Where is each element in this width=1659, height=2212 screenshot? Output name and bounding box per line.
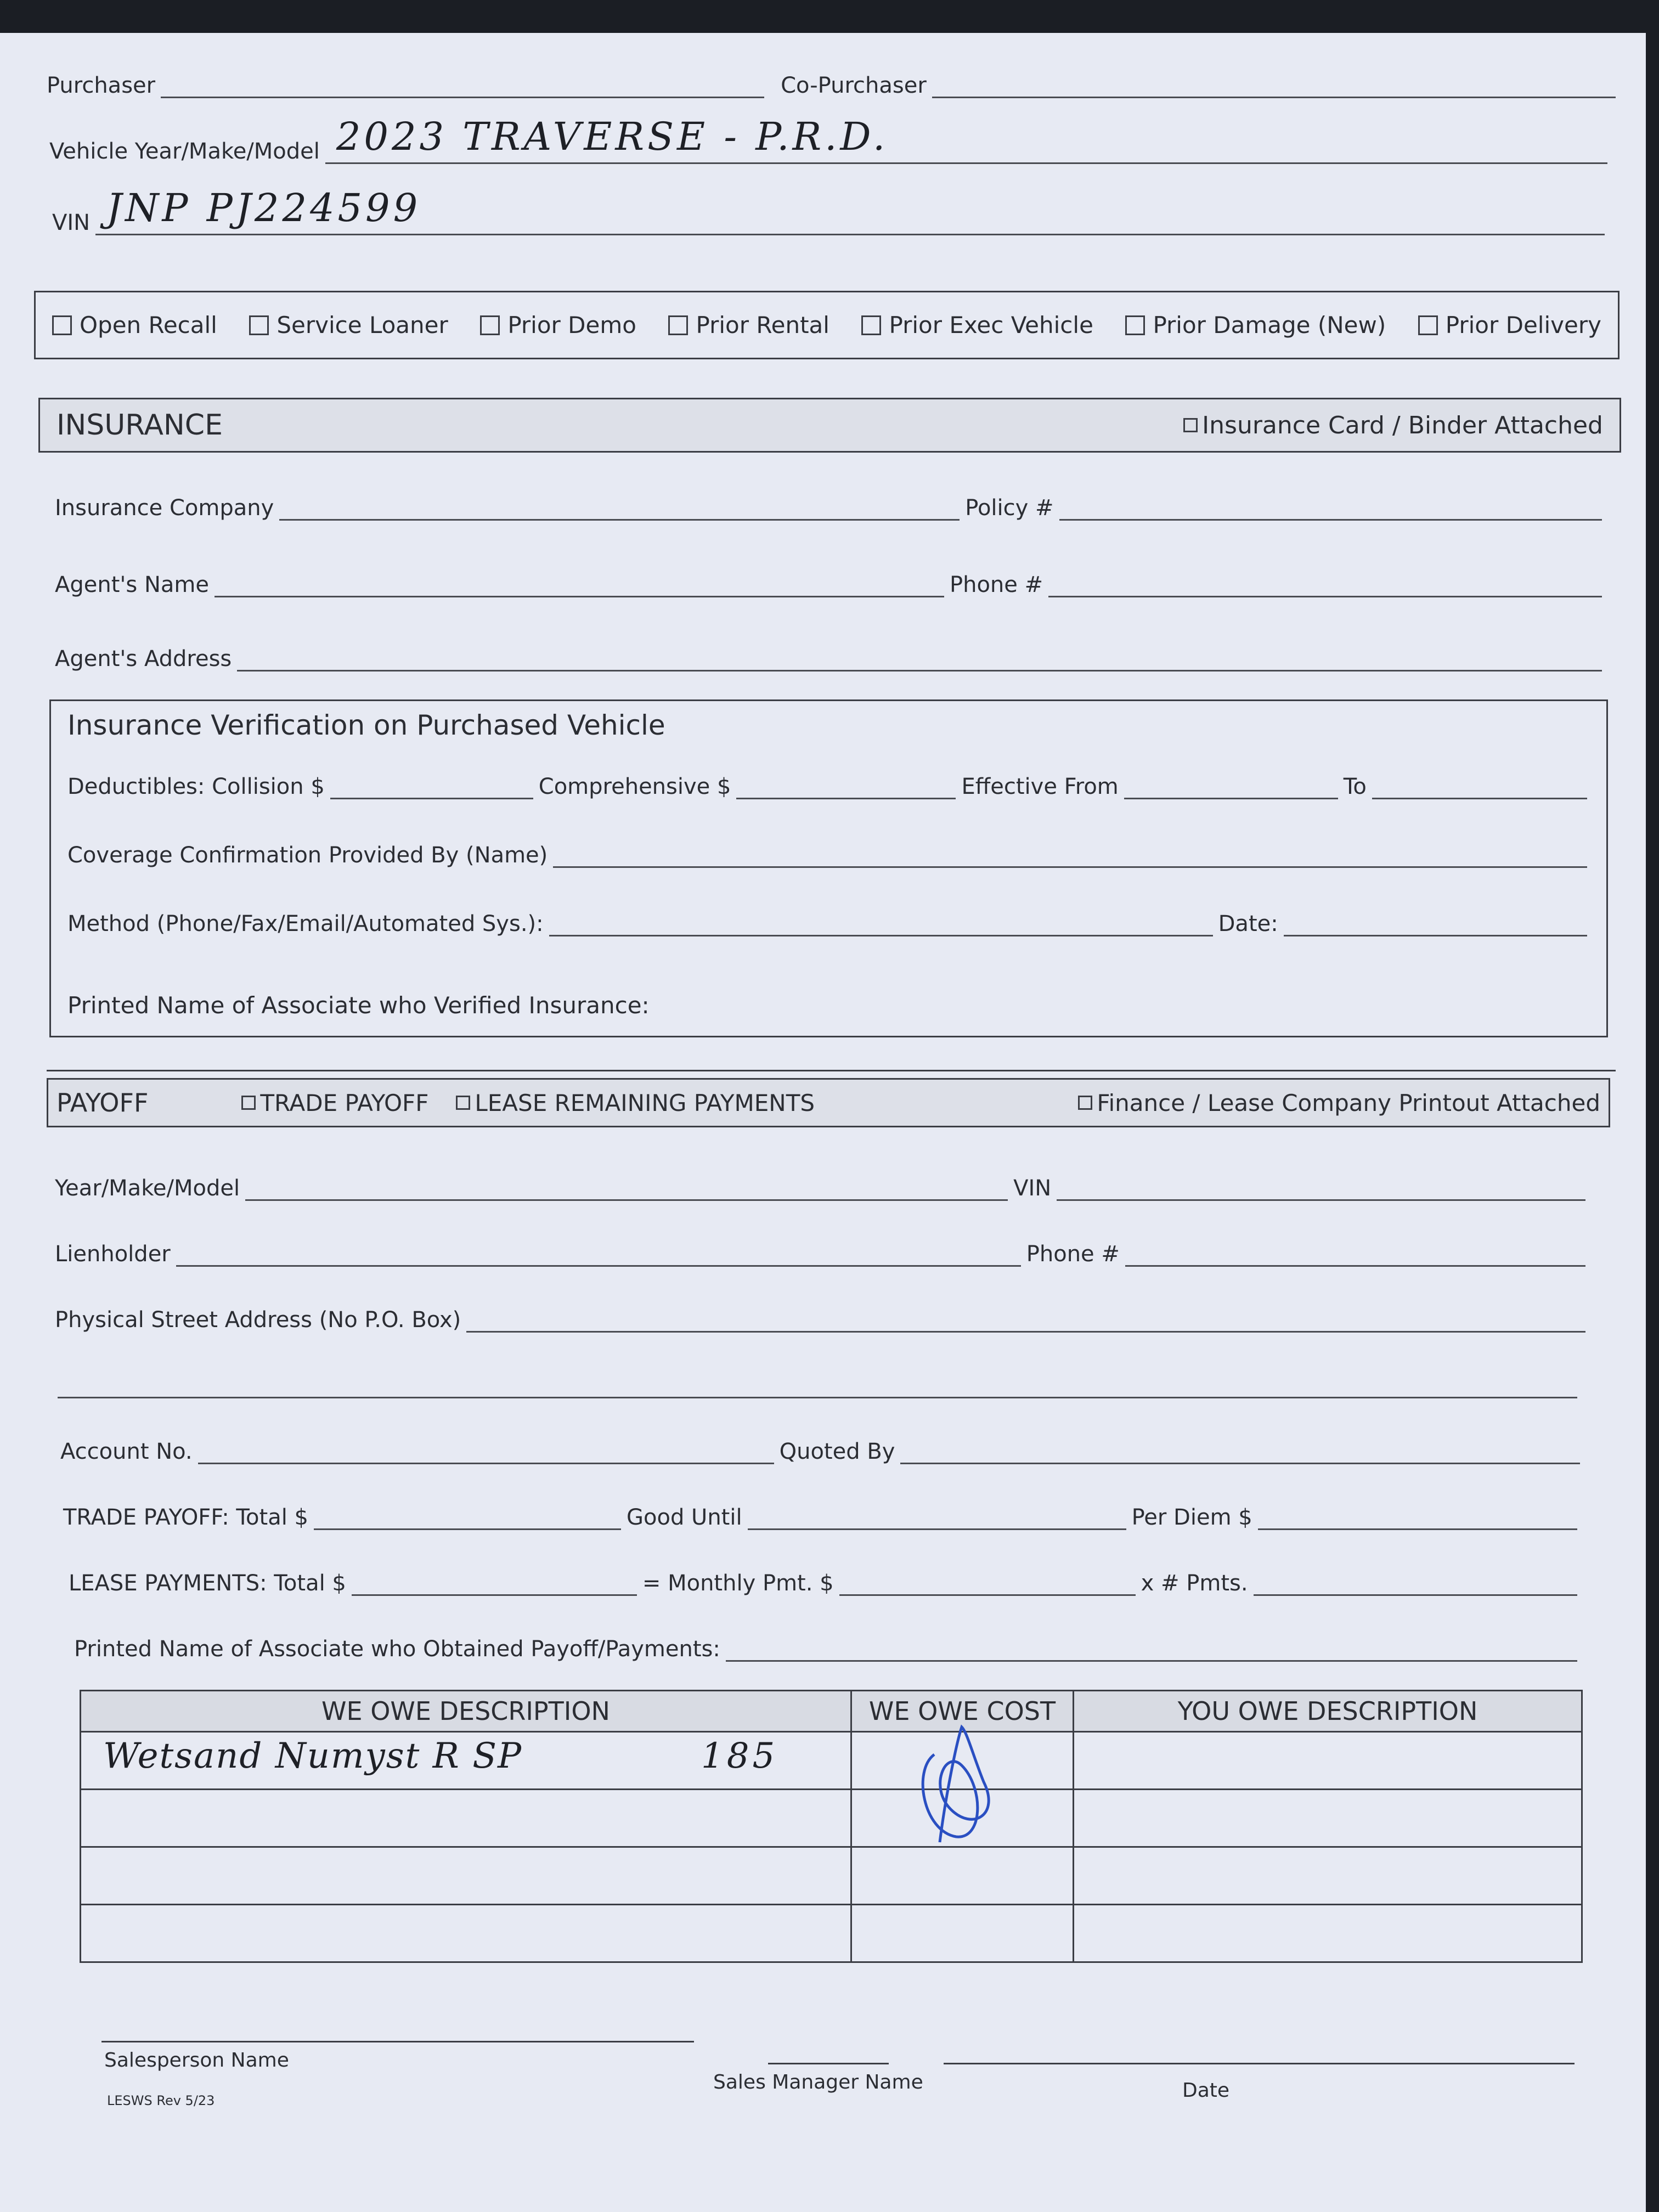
street-address-row xyxy=(55,1306,1585,1333)
effective-from-field[interactable] xyxy=(1124,772,1338,799)
good-until-field[interactable] xyxy=(748,1503,1126,1530)
checkbox-icon xyxy=(241,1096,256,1110)
checkbox-icon xyxy=(861,315,881,335)
we-owe-cost-cell[interactable] xyxy=(851,1847,1074,1905)
street-address-field[interactable] xyxy=(466,1306,1585,1333)
method-date-field[interactable] xyxy=(1284,910,1587,936)
lease-payments-row xyxy=(69,1569,1577,1596)
effective-from-label: Effective From xyxy=(961,774,1119,799)
num-pmts-label: x # Pmts. xyxy=(1141,1571,1248,1596)
checkbox-service-loaner[interactable]: Service Loaner xyxy=(249,312,448,338)
vehicle-field[interactable] xyxy=(325,114,1607,164)
payoff-associate-row xyxy=(74,1635,1577,1662)
payoff-vehicle-row xyxy=(55,1174,1585,1201)
status-checkbox-strip xyxy=(34,291,1620,359)
form-revision: LESWS Rev 5/23 xyxy=(107,2093,215,2108)
checkbox-icon xyxy=(1125,315,1145,335)
vehicle-value: 2023 TRAVERSE - P.R.D. xyxy=(336,114,889,159)
checkbox-icon xyxy=(480,315,500,335)
payoff-vin-label: VIN xyxy=(1013,1176,1052,1201)
we-owe-cost-cell[interactable] xyxy=(851,1732,1074,1790)
collision-field[interactable] xyxy=(330,772,533,799)
lease-total-label: LEASE PAYMENTS: Total $ xyxy=(69,1571,346,1596)
insurance-title: INSURANCE xyxy=(57,409,223,442)
payoff-ymm-field[interactable] xyxy=(245,1174,1008,1201)
initials-signature xyxy=(901,1722,1011,1848)
insurance-verification-box xyxy=(49,699,1608,1037)
per-diem-field[interactable] xyxy=(1258,1503,1577,1530)
lienholder-phone-label: Phone # xyxy=(1026,1242,1120,1267)
monthly-field[interactable] xyxy=(839,1569,1136,1596)
checkbox-trade-payoff[interactable]: TRADE PAYOFF xyxy=(241,1090,428,1116)
vehicle-row xyxy=(49,114,1607,164)
street-address-field-2[interactable] xyxy=(58,1372,1577,1398)
salesperson-label: Salesperson Name xyxy=(104,2049,289,2072)
vin-value: JNP PJ224599 xyxy=(106,185,421,230)
street-address-row-2 xyxy=(58,1372,1577,1398)
checkbox-printout-attached[interactable]: Finance / Lease Company Printout Attached xyxy=(1078,1090,1600,1116)
per-diem-label: Per Diem $ xyxy=(1131,1505,1252,1530)
street-address-label: Physical Street Address (No P.O. Box) xyxy=(55,1307,461,1333)
checkbox-prior-rental[interactable]: Prior Rental xyxy=(668,312,829,338)
comprehensive-field[interactable] xyxy=(736,772,956,799)
table-row xyxy=(81,1905,1582,1962)
to-label: To xyxy=(1343,774,1367,799)
lienholder-label: Lienholder xyxy=(55,1242,171,1267)
insurance-company-field[interactable] xyxy=(279,494,960,521)
you-owe-description-cell[interactable] xyxy=(1074,1790,1582,1847)
account-label: Account No. xyxy=(60,1439,193,1464)
agent-name-field[interactable] xyxy=(215,571,944,597)
we-owe-description-cell[interactable] xyxy=(81,1847,851,1905)
insurance-company-row xyxy=(55,494,1602,521)
policy-label: Policy # xyxy=(965,495,1054,521)
you-owe-description-cell[interactable] xyxy=(1074,1732,1582,1790)
checkbox-prior-damage[interactable]: Prior Damage (New) xyxy=(1125,312,1386,338)
we-owe-description-cell[interactable] xyxy=(81,1790,851,1847)
method-date-label: Date: xyxy=(1218,911,1278,936)
checkbox-icon xyxy=(1078,1096,1092,1110)
vin-row xyxy=(52,185,1605,235)
agent-address-label: Agent's Address xyxy=(55,646,232,672)
policy-field[interactable] xyxy=(1059,494,1602,521)
we-owe-cost-cell[interactable] xyxy=(851,1905,1074,1962)
monthly-label: = Monthly Pmt. $ xyxy=(642,1571,834,1596)
we-owe-cost-header: WE OWE COST xyxy=(851,1691,1074,1732)
verification-title: Insurance Verification on Purchased Vehicle xyxy=(67,709,665,741)
coverage-field[interactable] xyxy=(553,841,1587,868)
checkbox-prior-delivery[interactable]: Prior Delivery xyxy=(1418,312,1601,338)
table-row xyxy=(81,1790,1582,1847)
agent-phone-field[interactable] xyxy=(1048,571,1602,597)
co-purchaser-field[interactable] xyxy=(932,71,1616,98)
checkbox-prior-exec-vehicle[interactable]: Prior Exec Vehicle xyxy=(861,312,1093,338)
lease-total-field[interactable] xyxy=(352,1569,637,1596)
vin-field[interactable] xyxy=(95,185,1605,235)
deductibles-row xyxy=(67,772,1587,799)
good-until-label: Good Until xyxy=(627,1505,742,1530)
table-row xyxy=(81,1732,1582,1790)
agent-phone-label: Phone # xyxy=(949,572,1043,597)
payoff-associate-field[interactable] xyxy=(726,1635,1577,1662)
payoff-associate-label: Printed Name of Associate who Obtained Payoff/Payments: xyxy=(74,1637,720,1662)
trade-payoff-row xyxy=(63,1503,1577,1530)
payoff-title: PAYOFF xyxy=(57,1088,149,1118)
method-row xyxy=(67,910,1587,936)
purchaser-field[interactable] xyxy=(161,71,764,98)
you-owe-description-cell[interactable] xyxy=(1074,1905,1582,1962)
vehicle-label: Vehicle Year/Make/Model xyxy=(49,139,320,164)
we-owe-item-amount: 185 xyxy=(701,1736,778,1776)
checkbox-insurance-card-attached[interactable]: Insurance Card / Binder Attached xyxy=(1183,411,1603,439)
coverage-row xyxy=(67,841,1587,868)
account-field[interactable] xyxy=(198,1437,774,1464)
date-line[interactable] xyxy=(944,2063,1575,2064)
agent-name-row xyxy=(55,571,1602,597)
account-row xyxy=(60,1437,1580,1464)
trade-total-field[interactable] xyxy=(314,1503,621,1530)
checkbox-icon xyxy=(52,315,72,335)
insurance-company-label: Insurance Company xyxy=(55,495,274,521)
payoff-ymm-label: Year/Make/Model xyxy=(55,1176,240,1201)
agent-address-field[interactable] xyxy=(237,645,1602,672)
we-owe-description-cell[interactable] xyxy=(81,1732,851,1790)
lienholder-row xyxy=(55,1240,1585,1267)
table-row xyxy=(81,1847,1582,1905)
checkbox-icon xyxy=(1183,418,1198,432)
checkbox-icon xyxy=(249,315,269,335)
purchaser-label: Purchaser xyxy=(47,73,156,98)
salesperson-line[interactable] xyxy=(101,2041,694,2042)
we-owe-item-text: Wetsand Numyst R SP xyxy=(103,1736,523,1776)
checkbox-icon xyxy=(668,315,688,335)
payoff-vin-field[interactable] xyxy=(1057,1174,1585,1201)
method-label: Method (Phone/Fax/Email/Automated Sys.): xyxy=(67,911,544,936)
checkbox-icon xyxy=(1418,315,1438,335)
form-sheet xyxy=(0,33,1646,2212)
purchaser-row xyxy=(47,71,1616,98)
to-field[interactable] xyxy=(1372,772,1587,799)
we-owe-description-header: WE OWE DESCRIPTION xyxy=(81,1691,851,1732)
checkbox-lease-remaining[interactable]: LEASE REMAINING PAYMENTS xyxy=(456,1090,815,1116)
trade-total-label: TRADE PAYOFF: Total $ xyxy=(63,1505,308,1530)
you-owe-description-header: YOU OWE DESCRIPTION xyxy=(1074,1691,1582,1732)
date-label: Date xyxy=(1182,2079,1230,2102)
verified-associate-label: Printed Name of Associate who Verified Insurance: xyxy=(67,992,650,1019)
agent-address-row xyxy=(55,645,1602,672)
method-field[interactable] xyxy=(549,910,1213,936)
we-owe-table xyxy=(80,1690,1583,1963)
checkbox-open-recall[interactable]: Open Recall xyxy=(52,312,217,338)
payoff-top-rule xyxy=(47,1070,1616,1071)
checkbox-prior-demo[interactable]: Prior Demo xyxy=(480,312,636,338)
sales-manager-line[interactable] xyxy=(768,2063,889,2064)
we-owe-description-cell[interactable] xyxy=(81,1905,851,1962)
agent-name-label: Agent's Name xyxy=(55,572,209,597)
quoted-by-field[interactable] xyxy=(900,1437,1580,1464)
vin-label: VIN xyxy=(52,210,91,235)
lienholder-field[interactable] xyxy=(176,1240,1021,1267)
coverage-label: Coverage Confirmation Provided By (Name) xyxy=(67,843,548,868)
insurance-header xyxy=(38,398,1621,453)
checkbox-icon xyxy=(456,1096,470,1110)
co-purchaser-label: Co-Purchaser xyxy=(781,73,927,98)
you-owe-description-cell[interactable] xyxy=(1074,1847,1582,1905)
sales-manager-label: Sales Manager Name xyxy=(713,2071,923,2094)
quoted-by-label: Quoted By xyxy=(779,1439,895,1464)
comprehensive-label: Comprehensive $ xyxy=(538,774,731,799)
num-pmts-field[interactable] xyxy=(1254,1569,1577,1596)
collision-label: Deductibles: Collision $ xyxy=(67,774,325,799)
payoff-header xyxy=(47,1078,1610,1127)
lienholder-phone-field[interactable] xyxy=(1125,1240,1585,1267)
